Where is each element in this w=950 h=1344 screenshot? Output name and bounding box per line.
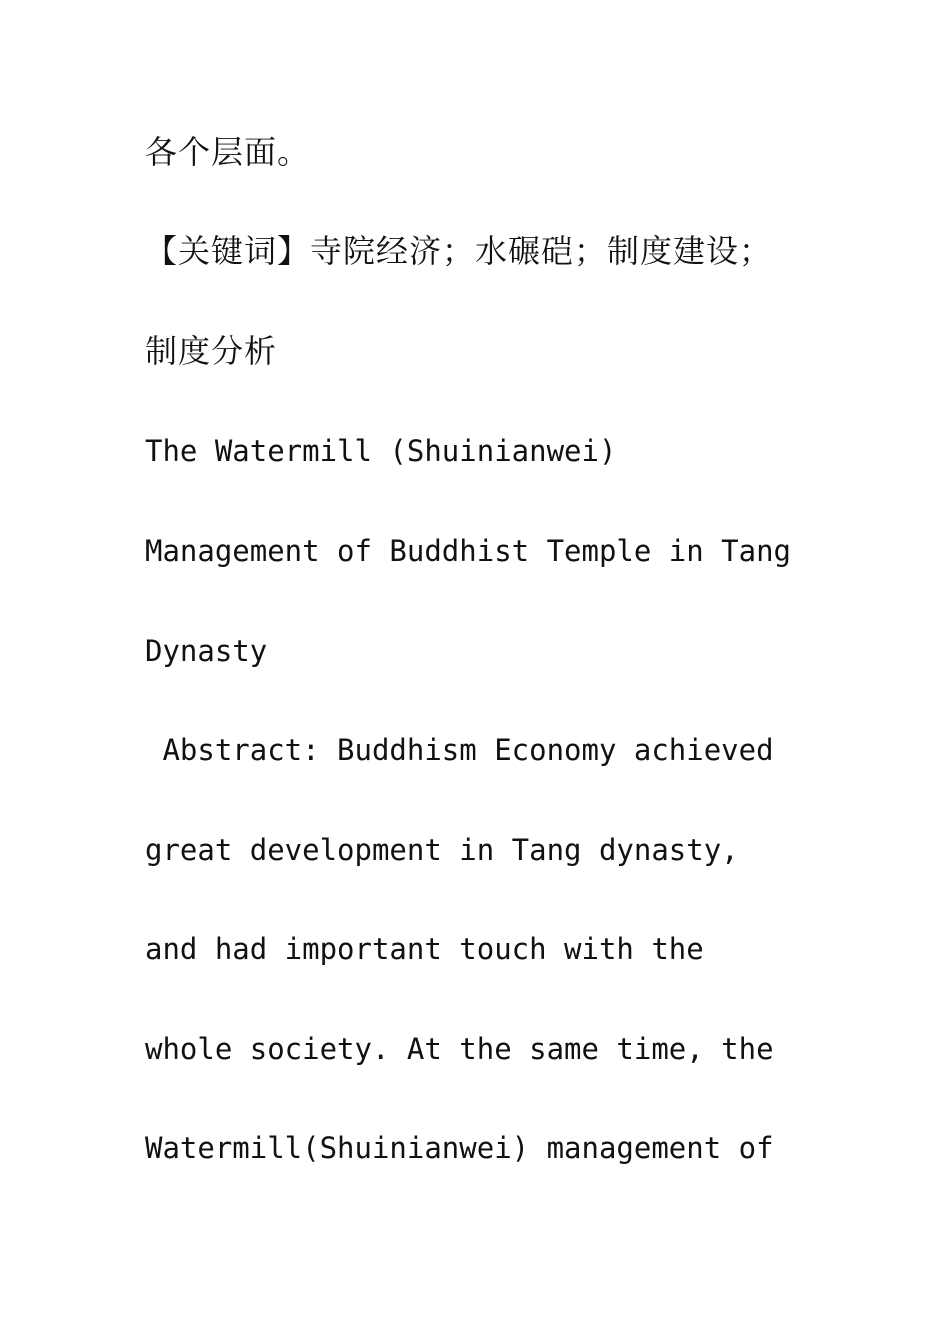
english-title-line-1: The Watermill (Shuinianwei) <box>145 434 617 468</box>
english-abstract-line: whole society. At the same time, the <box>145 1032 774 1066</box>
abstract-closing-line: 各个层面。 <box>145 133 311 171</box>
english-title-line-3: Dynasty <box>145 634 268 668</box>
english-abstract-line: great development in Tang dynasty, <box>145 833 739 867</box>
english-title-line-2: Management of Buddhist Temple in Tang <box>145 534 792 568</box>
english-abstract-line: and had important touch with the <box>145 932 704 966</box>
english-abstract-line: Watermill(Shuinianwei) management of <box>145 1131 774 1165</box>
keywords-continuation: 制度分析 <box>145 332 278 370</box>
keywords-line: 【关键词】寺院经济；水碾硙；制度建设； <box>145 232 773 270</box>
english-abstract-line: Abstract: Buddhism Economy achieved <box>145 733 774 767</box>
